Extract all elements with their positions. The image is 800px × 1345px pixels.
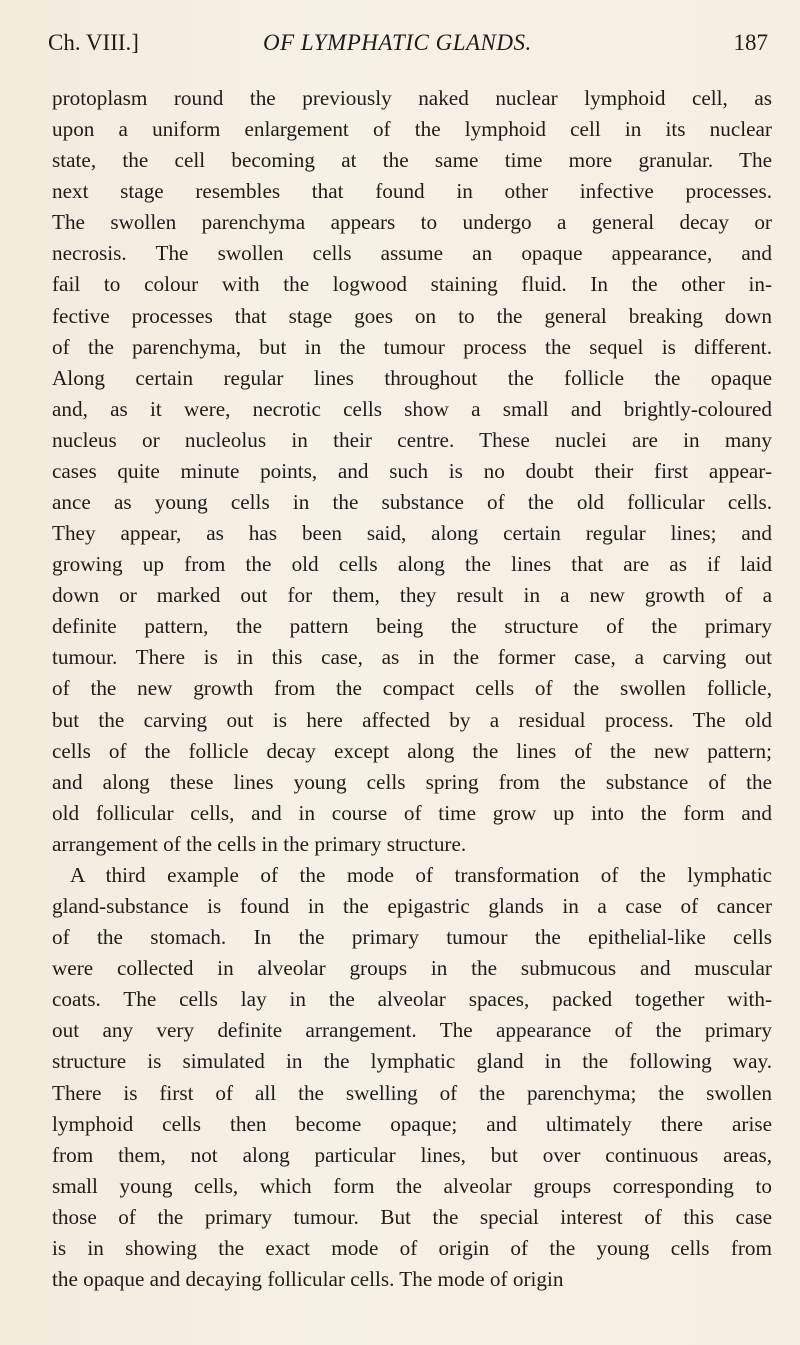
text-line: cells of the follicle decay except along the lines of the new pattern; — [52, 738, 772, 763]
text-line: were collected in alveolar groups in the submucous and muscular — [52, 956, 772, 981]
text-line: A third example of the mode of transformation of the lymphatic — [70, 862, 772, 887]
text-line: arrangement of the cells in the primary structure. — [52, 831, 467, 856]
text-line: out any very definite arrangement. The appearance of the primary — [52, 1018, 772, 1043]
page-number: 187 — [733, 30, 768, 55]
text-line: coats. The cells lay in the alveolar spaces, packed together with- — [52, 987, 772, 1012]
text-line: definite pattern, the pattern being the structure of the primary — [52, 614, 772, 639]
text-line: of the parenchyma, but in the tumour process the sequel is different. — [52, 334, 772, 359]
text-line: cases quite minute points, and such is no doubt their first appear- — [52, 458, 772, 483]
body-text — [52, 83, 772, 1295]
text-line: tumour. There is in this case, as in the former case, a carving out — [52, 645, 772, 670]
text-line: They appear, as has been said, along certain regular lines; and — [52, 521, 772, 546]
page-header — [48, 24, 768, 64]
text-line: There is first of all the swelling of the parenchyma; the swollen — [52, 1080, 772, 1105]
text-line: structure is simulated in the lymphatic gland in the following way. — [52, 1049, 772, 1074]
text-line: lymphoid cells then become opaque; and ultimately there arise — [52, 1111, 772, 1136]
text-line: gland-substance is found in the epigastric glands in a case of cancer — [52, 894, 772, 919]
text-line: but the carving out is here affected by a residual process. The old — [52, 707, 772, 732]
text-line: from them, not along particular lines, but over continuous areas, — [52, 1142, 772, 1167]
text-line: down or marked out for them, they result in a new growth of a — [52, 583, 772, 608]
text-line: and along these lines young cells spring from the substance of the — [52, 769, 772, 794]
running-title: OF LYMPHATIC GLANDS. — [263, 30, 532, 55]
text-line: Along certain regular lines throughout the follicle the opaque — [52, 365, 772, 390]
text-line: of the stomach. In the primary tumour the epithelial-like cells — [52, 925, 772, 950]
text-line: the opaque and decaying follicular cells. The mode of origin — [52, 1266, 564, 1291]
text-line: fective processes that stage goes on to the general breaking down — [52, 303, 772, 328]
chapter-label: Ch. VIII.] — [48, 30, 139, 55]
text-line: necrosis. The swollen cells assume an opaque appearance, and — [52, 241, 772, 266]
text-line: The swollen parenchyma appears to undergo a general decay or — [52, 210, 772, 235]
text-line: ance as young cells in the substance of the old follicular cells. — [52, 490, 772, 515]
text-line: old follicular cells, and in course of time grow up into the form and — [52, 800, 772, 825]
text-line: nucleus or nucleolus in their centre. These nuclei are in many — [52, 427, 772, 452]
text-line: protoplasm round the previously naked nuclear lymphoid cell, as — [52, 86, 772, 110]
text-line: state, the cell becoming at the same time more granular. The — [52, 148, 772, 173]
text-line: growing up from the old cells along the lines that are as if laid — [52, 552, 772, 577]
text-line: upon a uniform enlargement of the lymphoid cell in its nuclear — [52, 117, 772, 142]
text-line: fail to colour with the logwood staining fluid. In the other in- — [52, 272, 772, 297]
text-line: of the new growth from the compact cells of the swollen follicle, — [52, 676, 772, 701]
text-line: and, as it were, necrotic cells show a small and brightly-coloured — [52, 396, 772, 421]
text-line: those of the primary tumour. But the special interest of this case — [52, 1204, 772, 1229]
text-line: is in showing the exact mode of origin of the young cells from — [52, 1235, 772, 1260]
text-line: next stage resembles that found in other infective processes. — [52, 179, 772, 204]
text-line: small young cells, which form the alveolar groups corresponding to — [52, 1173, 772, 1198]
